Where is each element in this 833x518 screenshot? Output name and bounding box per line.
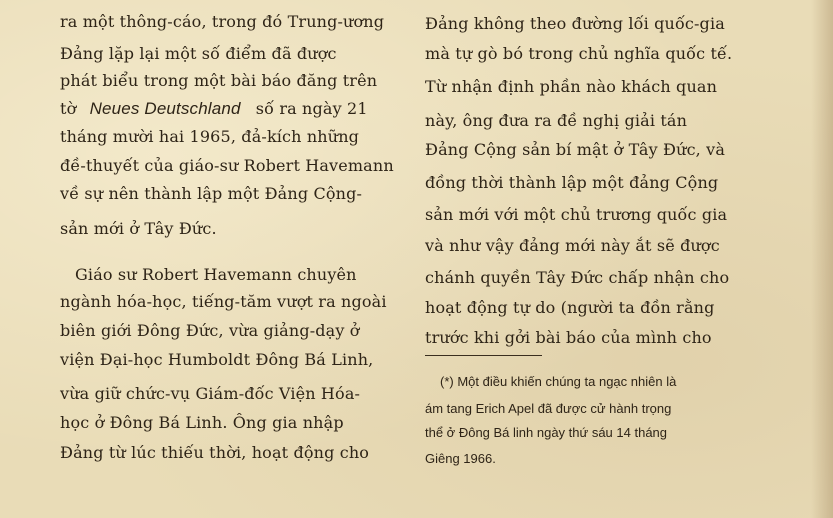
text-line: biên giới Đông Đức, vừa giảng-dạy ở: [60, 321, 360, 340]
text-line: học ở Đông Bá Linh. Ông gia nhập: [60, 413, 344, 432]
text-line: sản mới ở Tây Đức.: [60, 219, 217, 238]
text-line: ngành hóa-học, tiếng-tăm vượt ra ngoài: [60, 292, 387, 311]
footnote-line: (*) Một điều khiến chúng ta ngạc nhiên là: [440, 374, 677, 389]
page-edge-shadow: [811, 0, 833, 518]
text-line: chánh quyền Tây Đức chấp nhận cho: [425, 268, 730, 287]
text-line: vừa giữ chức-vụ Giám-đốc Viện Hóa-: [60, 384, 361, 403]
footnote-line: ám tang Erich Apel đã được cử hành trọng: [425, 401, 672, 416]
text-line: này, ông đưa ra đề nghị giải tán: [425, 111, 688, 130]
footnote-divider: [425, 355, 542, 356]
text-line: phát biểu trong một bài báo đăng trên: [60, 71, 378, 90]
footnote-line: thể ở Đông Bá linh ngày thứ sáu 14 tháng: [425, 425, 668, 440]
text-line: Đảng từ lúc thiếu thời, hoạt động cho: [60, 443, 370, 462]
text-line: và như vậy đảng mới này ắt sẽ được: [425, 236, 720, 255]
text-line: trước khi gởi bài báo của mình cho: [425, 328, 712, 347]
text-line: Đảng lặp lại một số điểm đã được: [60, 44, 337, 63]
text-line: ra một thông-cáo, trong đó Trung-ương: [60, 12, 385, 31]
text-line: đề-thuyết của giáo-sư Robert Havemann: [60, 156, 394, 175]
text-line: Từ nhận định phần nào khách quan: [425, 77, 718, 96]
text-line: mà tự gò bó trong chủ nghĩa quốc tế.: [425, 44, 733, 63]
text-line: hoạt động tự do (người ta đồn rằng: [425, 298, 715, 317]
text-line: Giáo sư Robert Havemann chuyên: [75, 265, 357, 284]
left-column: [0, 0, 400, 518]
text-line: viện Đại-học Humboldt Đông Bá Linh,: [60, 350, 374, 369]
newspaper-title: Neues Deutschland: [89, 99, 241, 118]
text-line: tháng mười hai 1965, đả-kích những: [60, 127, 360, 146]
right-column: [400, 0, 833, 518]
text-line: về sự nên thành lập một Đảng Cộng-: [60, 184, 363, 203]
text-line: Đảng Cộng sản bí mật ở Tây Đức, và: [425, 140, 726, 159]
text-line: đồng thời thành lập một đảng Cộng: [425, 173, 719, 192]
text-line: Đảng không theo đường lối quốc-gia: [425, 14, 725, 33]
text-line: [60, 99, 368, 119]
footnote-line: Giêng 1966.: [425, 451, 496, 466]
text-line: sản mới với một chủ trương quốc gia: [425, 205, 728, 224]
text-fragment: số ra ngày 21: [255, 99, 368, 118]
text-fragment: tờ: [60, 99, 77, 118]
